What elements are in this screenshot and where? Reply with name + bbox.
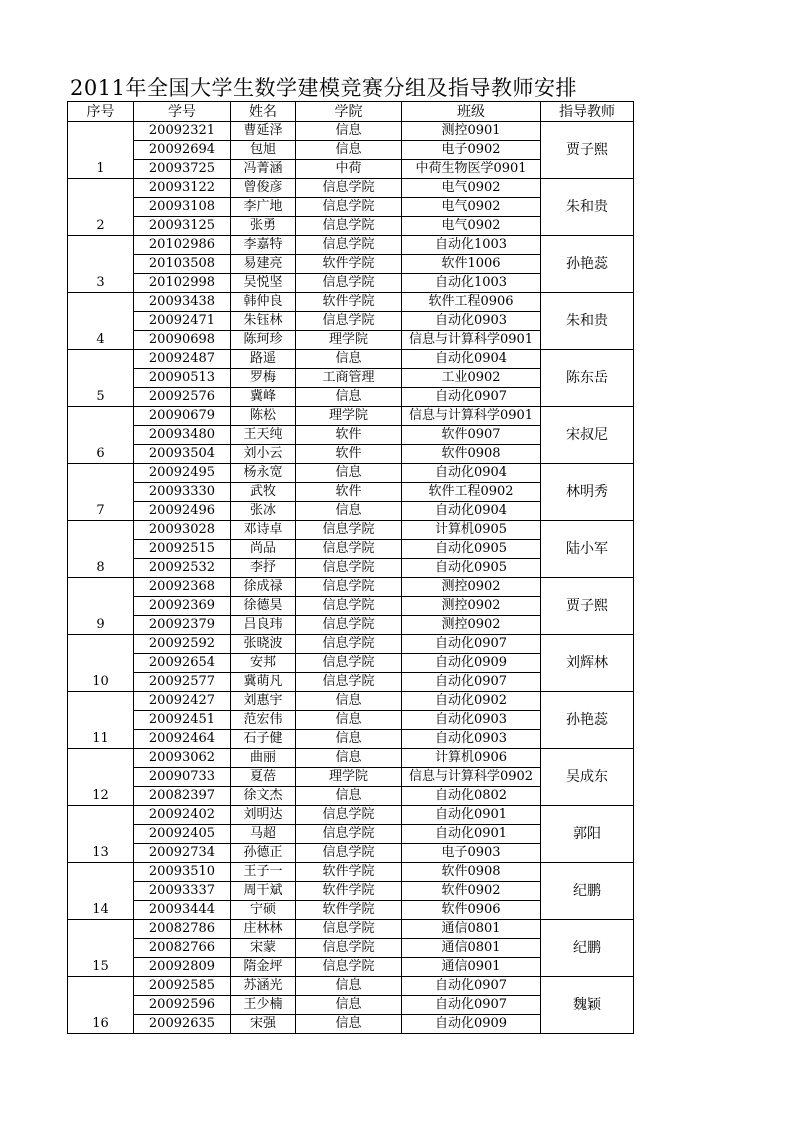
student-college: 信息学院 [296,179,402,198]
student-id: 20093444 [134,901,231,920]
student-college: 软件学院 [296,901,402,920]
student-id: 20092635 [134,1015,231,1034]
student-id: 20093125 [134,217,231,236]
student-college: 软件学院 [296,882,402,901]
student-id: 20092495 [134,464,231,483]
student-class: 测控0902 [402,578,541,597]
advisor-name: 刘辉林 [541,635,634,692]
header-class: 班级 [402,102,541,122]
student-id: 20093062 [134,749,231,768]
student-id: 20093337 [134,882,231,901]
advisor-name: 陆小军 [541,521,634,578]
table-row [68,179,634,198]
student-college: 信息学院 [296,635,402,654]
student-id: 20092379 [134,616,231,635]
table-row [68,749,634,768]
student-name: 吕良玮 [231,616,296,635]
student-name: 徐德昊 [231,597,296,616]
student-class: 软件0907 [402,426,541,445]
student-name: 王子一 [231,863,296,882]
group-number: 7 [68,464,134,521]
student-college: 信息 [296,730,402,749]
student-class: 自动化0802 [402,787,541,806]
student-name: 徐文杰 [231,787,296,806]
student-college: 信息 [296,141,402,160]
student-college: 软件学院 [296,863,402,882]
header-row [68,102,634,122]
group-number: 3 [68,236,134,293]
student-name: 陈松 [231,407,296,426]
student-name: 夏蓓 [231,768,296,787]
header-student-id: 学号 [134,102,231,122]
student-college: 软件 [296,483,402,502]
student-id: 20092585 [134,977,231,996]
student-college: 信息学院 [296,673,402,692]
student-id: 20102998 [134,274,231,293]
student-college: 信息学院 [296,540,402,559]
student-college: 中荷 [296,160,402,179]
student-name: 刘小云 [231,445,296,464]
student-id: 20092596 [134,996,231,1015]
student-id: 20093122 [134,179,231,198]
student-name: 孙德正 [231,844,296,863]
student-class: 软件1006 [402,255,541,274]
student-class: 自动化0907 [402,673,541,692]
student-college: 信息 [296,464,402,483]
student-id: 20093725 [134,160,231,179]
student-name: 马超 [231,825,296,844]
student-id: 20090679 [134,407,231,426]
student-class: 计算机0906 [402,749,541,768]
student-name: 杨永宽 [231,464,296,483]
student-class: 自动化0904 [402,502,541,521]
group-number: 1 [68,122,134,179]
advisor-name: 纪鹏 [541,920,634,977]
student-class: 软件0906 [402,901,541,920]
student-college: 工商管理 [296,369,402,388]
student-name: 石子健 [231,730,296,749]
student-id: 20092451 [134,711,231,730]
student-class: 软件工程0902 [402,483,541,502]
student-class: 计算机0905 [402,521,541,540]
student-college: 信息学院 [296,559,402,578]
student-class: 自动化0909 [402,1015,541,1034]
student-college: 软件 [296,445,402,464]
student-college: 信息学院 [296,521,402,540]
student-class: 软件0908 [402,445,541,464]
advisor-name: 宋叔尼 [541,407,634,464]
student-name: 路遥 [231,350,296,369]
advisor-name: 林明秀 [541,464,634,521]
student-class: 自动化0905 [402,540,541,559]
table-row [68,521,634,540]
student-name: 刘明达 [231,806,296,825]
student-college: 信息学院 [296,312,402,331]
student-name: 曲丽 [231,749,296,768]
student-id: 20092809 [134,958,231,977]
student-id: 20092369 [134,597,231,616]
student-id: 20092464 [134,730,231,749]
student-college: 软件 [296,426,402,445]
student-name: 周干斌 [231,882,296,901]
student-name: 范宏伟 [231,711,296,730]
advisor-name: 朱和贵 [541,293,634,350]
page-title: 2011年全国大学生数学建模竞赛分组及指导教师安排 [70,76,577,100]
student-name: 武牧 [231,483,296,502]
student-class: 软件工程0906 [402,293,541,312]
student-id: 20082766 [134,939,231,958]
student-class: 自动化0907 [402,388,541,407]
student-college: 信息学院 [296,198,402,217]
student-college: 信息 [296,388,402,407]
advisor-name: 孙艳蕊 [541,236,634,293]
student-name: 宋蒙 [231,939,296,958]
student-college: 信息学院 [296,939,402,958]
student-class: 通信0801 [402,920,541,939]
header-seq: 序号 [68,102,134,122]
student-college: 信息学院 [296,597,402,616]
student-class: 信息与计算科学0901 [402,331,541,350]
student-class: 自动化1003 [402,236,541,255]
student-college: 理学院 [296,331,402,350]
student-id: 20092576 [134,388,231,407]
advisor-name: 纪鹏 [541,863,634,920]
student-name: 张冰 [231,502,296,521]
student-id: 20092496 [134,502,231,521]
group-number: 6 [68,407,134,464]
table-row [68,920,634,939]
student-class: 测控0902 [402,597,541,616]
student-class: 自动化0905 [402,559,541,578]
student-id: 20092694 [134,141,231,160]
student-college: 信息学院 [296,274,402,293]
student-name: 王天纯 [231,426,296,445]
group-number: 4 [68,293,134,350]
student-id: 20093438 [134,293,231,312]
table-row [68,293,634,312]
student-class: 自动化0903 [402,711,541,730]
student-college: 信息学院 [296,217,402,236]
student-name: 张晓波 [231,635,296,654]
student-name: 刘惠宇 [231,692,296,711]
student-id: 20092405 [134,825,231,844]
student-college: 信息学院 [296,825,402,844]
student-class: 信息与计算科学0901 [402,407,541,426]
student-college: 信息 [296,122,402,141]
student-id: 20092402 [134,806,231,825]
group-number: 8 [68,521,134,578]
student-class: 软件0902 [402,882,541,901]
student-class: 通信0801 [402,939,541,958]
header-college: 学院 [296,102,402,122]
table-row [68,692,634,711]
group-number: 9 [68,578,134,635]
student-id: 20093510 [134,863,231,882]
student-class: 测控0902 [402,616,541,635]
table-row [68,977,634,996]
student-id: 20092592 [134,635,231,654]
student-class: 自动化0903 [402,312,541,331]
table-row [68,635,634,654]
student-name: 王少楠 [231,996,296,1015]
student-class: 自动化0904 [402,464,541,483]
student-class: 软件0908 [402,863,541,882]
student-college: 信息学院 [296,616,402,635]
student-id: 20093028 [134,521,231,540]
student-class: 中荷生物医学0901 [402,160,541,179]
student-class: 自动化0902 [402,692,541,711]
student-class: 电子0902 [402,141,541,160]
student-class: 电子0903 [402,844,541,863]
advisor-name: 吴成东 [541,749,634,806]
student-college: 软件学院 [296,255,402,274]
student-id: 20092532 [134,559,231,578]
student-id: 20090733 [134,768,231,787]
student-class: 自动化0907 [402,635,541,654]
student-class: 自动化0903 [402,730,541,749]
student-id: 20092368 [134,578,231,597]
student-college: 信息 [296,350,402,369]
student-name: 宋强 [231,1015,296,1034]
student-name: 朱钰林 [231,312,296,331]
table-row [68,863,634,882]
student-name: 尚品 [231,540,296,559]
group-number: 15 [68,920,134,977]
student-name: 庄林林 [231,920,296,939]
student-college: 信息学院 [296,920,402,939]
student-college: 信息学院 [296,578,402,597]
student-class: 自动化0907 [402,977,541,996]
group-number: 5 [68,350,134,407]
header-name: 姓名 [231,102,296,122]
student-college: 信息学院 [296,654,402,673]
student-class: 自动化0901 [402,825,541,844]
student-id: 20090698 [134,331,231,350]
table-row [68,407,634,426]
group-number: 2 [68,179,134,236]
student-college: 信息 [296,1015,402,1034]
student-class: 自动化0904 [402,350,541,369]
student-id: 20093330 [134,483,231,502]
student-name: 冯菁涵 [231,160,296,179]
student-id: 20092427 [134,692,231,711]
student-college: 信息 [296,711,402,730]
student-college: 理学院 [296,768,402,787]
table-row [68,806,634,825]
student-class: 自动化0909 [402,654,541,673]
student-college: 信息学院 [296,844,402,863]
advisor-name: 魏颖 [541,977,634,1034]
student-id: 20093504 [134,445,231,464]
table-row [68,122,634,141]
student-college: 信息学院 [296,806,402,825]
table-row [68,464,634,483]
group-number: 11 [68,692,134,749]
advisor-name: 贾子熙 [541,578,634,635]
student-name: 宁硕 [231,901,296,920]
student-name: 徐成禄 [231,578,296,597]
advisor-name: 朱和贵 [541,179,634,236]
student-name: 安邦 [231,654,296,673]
student-id: 20093108 [134,198,231,217]
student-name: 冀峰 [231,388,296,407]
student-college: 信息 [296,996,402,1015]
student-id: 20082397 [134,787,231,806]
student-class: 信息与计算科学0902 [402,768,541,787]
group-number: 16 [68,977,134,1034]
student-college: 信息学院 [296,236,402,255]
student-college: 理学院 [296,407,402,426]
student-name: 易建亮 [231,255,296,274]
student-name: 邓诗卓 [231,521,296,540]
student-college: 信息学院 [296,958,402,977]
student-class: 电气0902 [402,179,541,198]
student-class: 工业0902 [402,369,541,388]
student-college: 信息 [296,502,402,521]
group-number: 10 [68,635,134,692]
student-id: 20103508 [134,255,231,274]
student-class: 测控0901 [402,122,541,141]
student-name: 冀萌凡 [231,673,296,692]
table-body [68,102,634,1034]
student-class: 自动化0901 [402,806,541,825]
student-class: 电气0902 [402,217,541,236]
student-name: 隋金坪 [231,958,296,977]
student-id: 20093480 [134,426,231,445]
student-id: 20092321 [134,122,231,141]
student-name: 苏涵光 [231,977,296,996]
student-class: 自动化1003 [402,274,541,293]
student-college: 信息 [296,787,402,806]
student-name: 李嘉特 [231,236,296,255]
student-id: 20092515 [134,540,231,559]
group-number: 12 [68,749,134,806]
table-row [68,578,634,597]
student-name: 罗梅 [231,369,296,388]
student-college: 信息 [296,977,402,996]
student-name: 李广地 [231,198,296,217]
header-teacher: 指导教师 [541,102,634,122]
student-name: 包旭 [231,141,296,160]
student-id: 20092577 [134,673,231,692]
student-class: 自动化0907 [402,996,541,1015]
student-name: 曹延泽 [231,122,296,141]
advisor-name: 贾子熙 [541,122,634,179]
student-id: 20082786 [134,920,231,939]
advisor-name: 陈东岳 [541,350,634,407]
group-number: 13 [68,806,134,863]
student-id: 20092487 [134,350,231,369]
student-id: 20092471 [134,312,231,331]
student-name: 韩仲良 [231,293,296,312]
student-id: 20102986 [134,236,231,255]
student-name: 曾俊彦 [231,179,296,198]
table-row [68,236,634,255]
student-class: 电气0902 [402,198,541,217]
grouping-table [67,101,634,1034]
advisor-name: 孙艳蕊 [541,692,634,749]
student-class: 通信0901 [402,958,541,977]
student-name: 张勇 [231,217,296,236]
student-id: 20092654 [134,654,231,673]
student-college: 信息 [296,749,402,768]
student-name: 李抒 [231,559,296,578]
student-name: 吴悦坚 [231,274,296,293]
advisor-name: 郭阳 [541,806,634,863]
student-college: 软件学院 [296,293,402,312]
student-name: 陈珂珍 [231,331,296,350]
student-id: 20092734 [134,844,231,863]
student-college: 信息 [296,692,402,711]
group-number: 14 [68,863,134,920]
student-id: 20090513 [134,369,231,388]
table-row [68,350,634,369]
